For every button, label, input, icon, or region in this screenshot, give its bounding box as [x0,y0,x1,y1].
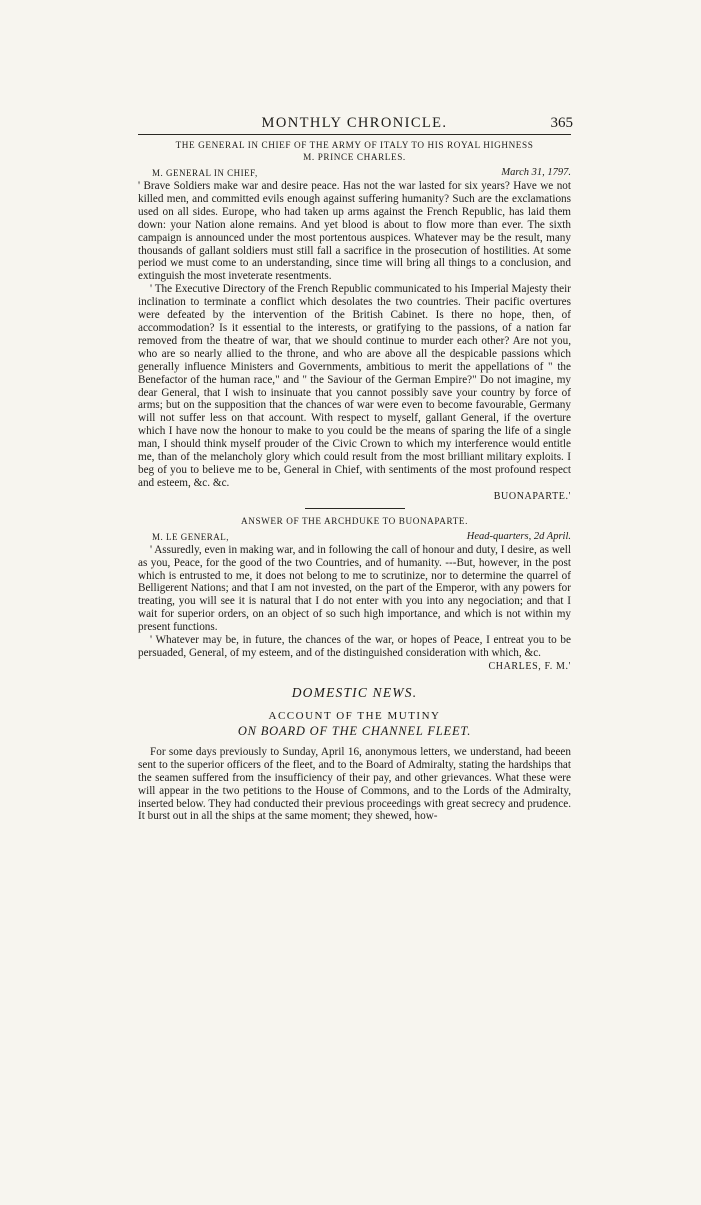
letter2-salute-row [138,530,571,544]
mutiny-account-title: ACCOUNT OF THE MUTINY [268,709,441,722]
letter1-paragraph-2: ' The Executive Directory of the French Republic communicated to his Imperial Majesty their inclination to terminate a conflict which desolates the two countries. Their pacific overtures were defeated by the intervention of the British Cabinet. Is there no hope, then, of accommodation? Is it essential to the interests, or gratifying to the passions, of a nation far removed from the theatre of war, that we should continue to murder each other? Are not you, who are so nearly allied to the throne, and who are above all the despicable passions which generally influence Ministers and Governments, ambitious to merit the appellations of " the Benefactor of the human race," and " the Saviour of the German Empire?" Do not imagine, my dear General, that I wish to insinuate that you cannot possibly save your country by force of arms; but on the supposition that the chances of war were even to become favourable, Germany will not suffer less on that account. With respect to myself, gallant General, if the overture which I have now the honour to make to you could be the means of sparing the life of a single man, I should think myself prouder of the Civic Crown to which my interference would entitle me, than of the melancholy glory which could result from the most brilliant military exploits. I beg of you to believe me to be, General in Chief, with sentiments of the most profound respect and esteem, &c. &c. [138,283,571,489]
letter2-signature: CHARLES, F. M.' [488,660,571,672]
section-divider [305,508,405,509]
letter1-signature: BUONAPARTE.' [493,490,571,502]
letter-archduke [138,515,571,673]
mutiny-account-subtitle: ON BOARD OF THE CHANNEL FLEET. [237,723,472,738]
running-head [138,112,571,135]
domestic-news-title: DOMESTIC NEWS. [291,684,418,700]
letter2-salutation: M. LE GENERAL, [152,531,229,542]
letter2-paragraph-1: ' Assuredly, even in making war, and in following the call of honour and duty, I desire, as well as you, Peace, for the good of the two Countries, and of humanity. ---But, however, in the post which is entrusted to me, it does not belong to me to scrutinize, nor to determine the quarrel of Belligerent Nations; and that I am not invested, on the part of the Emperor, with any powers for treating, you will see it is natural that I do not enter with you into any negociation; and that I wait for superior orders, on an object of so such high importance, and which is not within my present functions. [138,543,571,634]
letter1-salutation: M. GENERAL IN CHIEF, [152,168,258,178]
domestic-news-section [138,685,571,823]
mutiny-paragraph: For some days previously to Sunday, April 16, anonymous letters, we understand, had beeen sent to the superior officers of the fleet, and to the Board of Admiralty, stating the hardships that the seamen suffered from the insufficiency of their pay, and other grievances. What these were will appear in the two petitions to the House of Commons, and to the Lords of the Admiralty, inserted below. They had conducted their previous proceedings with great secrecy and prudence. It burst out in all the ships at the same moment; they shewed, how- [138,745,571,823]
letter1-heading-line1: THE GENERAL IN CHIEF OF THE ARMY OF ITALY TO HIS ROYAL HIGHNESS [175,140,534,150]
letter1-paragraph-1: ' Brave Soldiers make war and desire peace. Has not the war lasted for six years? Have we not killed men, and committed evils enough against suffering humanity? Such are the exclamations used on all sides. Europe, who had taken up arms against the French Republic, has laid them down: your Nation alone remains. And yet blood is about to flow more than ever. The sixth campaign is announced under the most portentous auspices. Whatever may be the result, many thousands of gallant soldiers must still fall a sacrifice in the prosecution of hostilities. At some period we must come to an understanding, since time will bring all things to a conclusion, and extinguish the most inveterate resentments. [138,180,571,283]
page-number: 365 [550,115,573,131]
letter-buonaparte [138,139,571,503]
letter2-paragraph-2: ' Whatever may be, in future, the chances of the war, or hopes of Peace, I entreat you to be persuaded, General, of my esteem, and of the distinguished consideration with which, &c. [138,634,571,659]
letter1-salute-row [138,166,571,180]
letter2-date: Head-quarters, 2d April. [466,530,571,542]
letter1-date: March 31, 1797. [501,167,571,178]
letter1-heading-line2: M. PRINCE CHARLES. [303,152,406,162]
running-head-title: MONTHLY CHRONICLE. [261,115,448,131]
letter2-heading: ANSWER OF THE ARCHDUKE TO BUONAPARTE. [240,515,469,526]
